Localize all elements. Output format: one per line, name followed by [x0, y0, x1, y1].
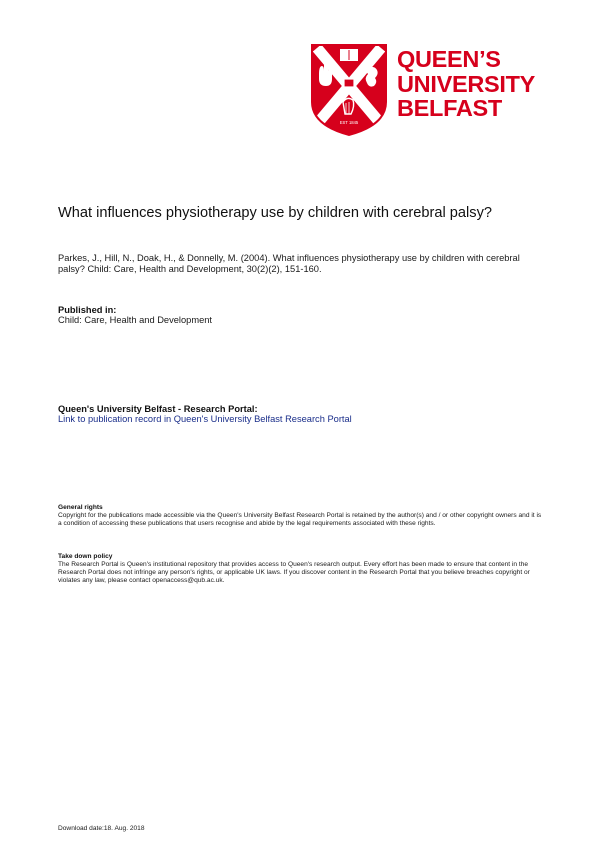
- crest-est-text: EST 1845: [339, 120, 359, 125]
- wordmark-line-3: BELFAST: [397, 95, 502, 121]
- published-in-value: Child: Care, Health and Development: [58, 315, 212, 325]
- university-logo: [311, 44, 556, 136]
- general-rights-heading: General rights: [58, 504, 103, 511]
- publication-title: What influences physiotherapy use by children with cerebral palsy?: [58, 205, 492, 221]
- university-crest-icon: [311, 44, 387, 136]
- wordmark-line-2: UNIVERSITY: [397, 70, 536, 97]
- wordmark-line-1: QUEEN’S: [397, 46, 501, 72]
- published-in-label: Published in:: [58, 305, 117, 315]
- research-portal-label: Queen's University Belfast - Research Portal:: [58, 404, 258, 414]
- general-rights-text: Copyright for the publications made accessible via the Queen's University Belfast Research Portal is retained by the author(s) and / or other copyright owners and it is a condition of accessing these publications that users recognise and abide by the legal requirements associated with these rights.: [58, 512, 542, 527]
- citation-text: Parkes, J., Hill, N., Doak, H., & Donnelly, M. (2004). What influences physiotherapy use by children with cerebral palsy? Child: Care, Health and Development, 30(2)(2), 151-160.: [58, 253, 520, 274]
- take-down-policy-heading: Take down policy: [58, 553, 113, 560]
- download-date: Download date:18. Aug. 2018: [58, 825, 145, 832]
- publication-record-link[interactable]: Link to publication record in Queen's University Belfast Research Portal: [58, 414, 352, 424]
- take-down-policy-text: The Research Portal is Queen's institutional repository that provides access to Queen's research output. Every effort has been made to ensure that content in the Research Portal does not infringe any person's rights, or applicable UK laws. If you discover content in the Research Portal that you believe breaches copyright or violates any law, please contact openaccess@qub.ac.uk.: [58, 561, 530, 584]
- university-wordmark: [397, 47, 535, 121]
